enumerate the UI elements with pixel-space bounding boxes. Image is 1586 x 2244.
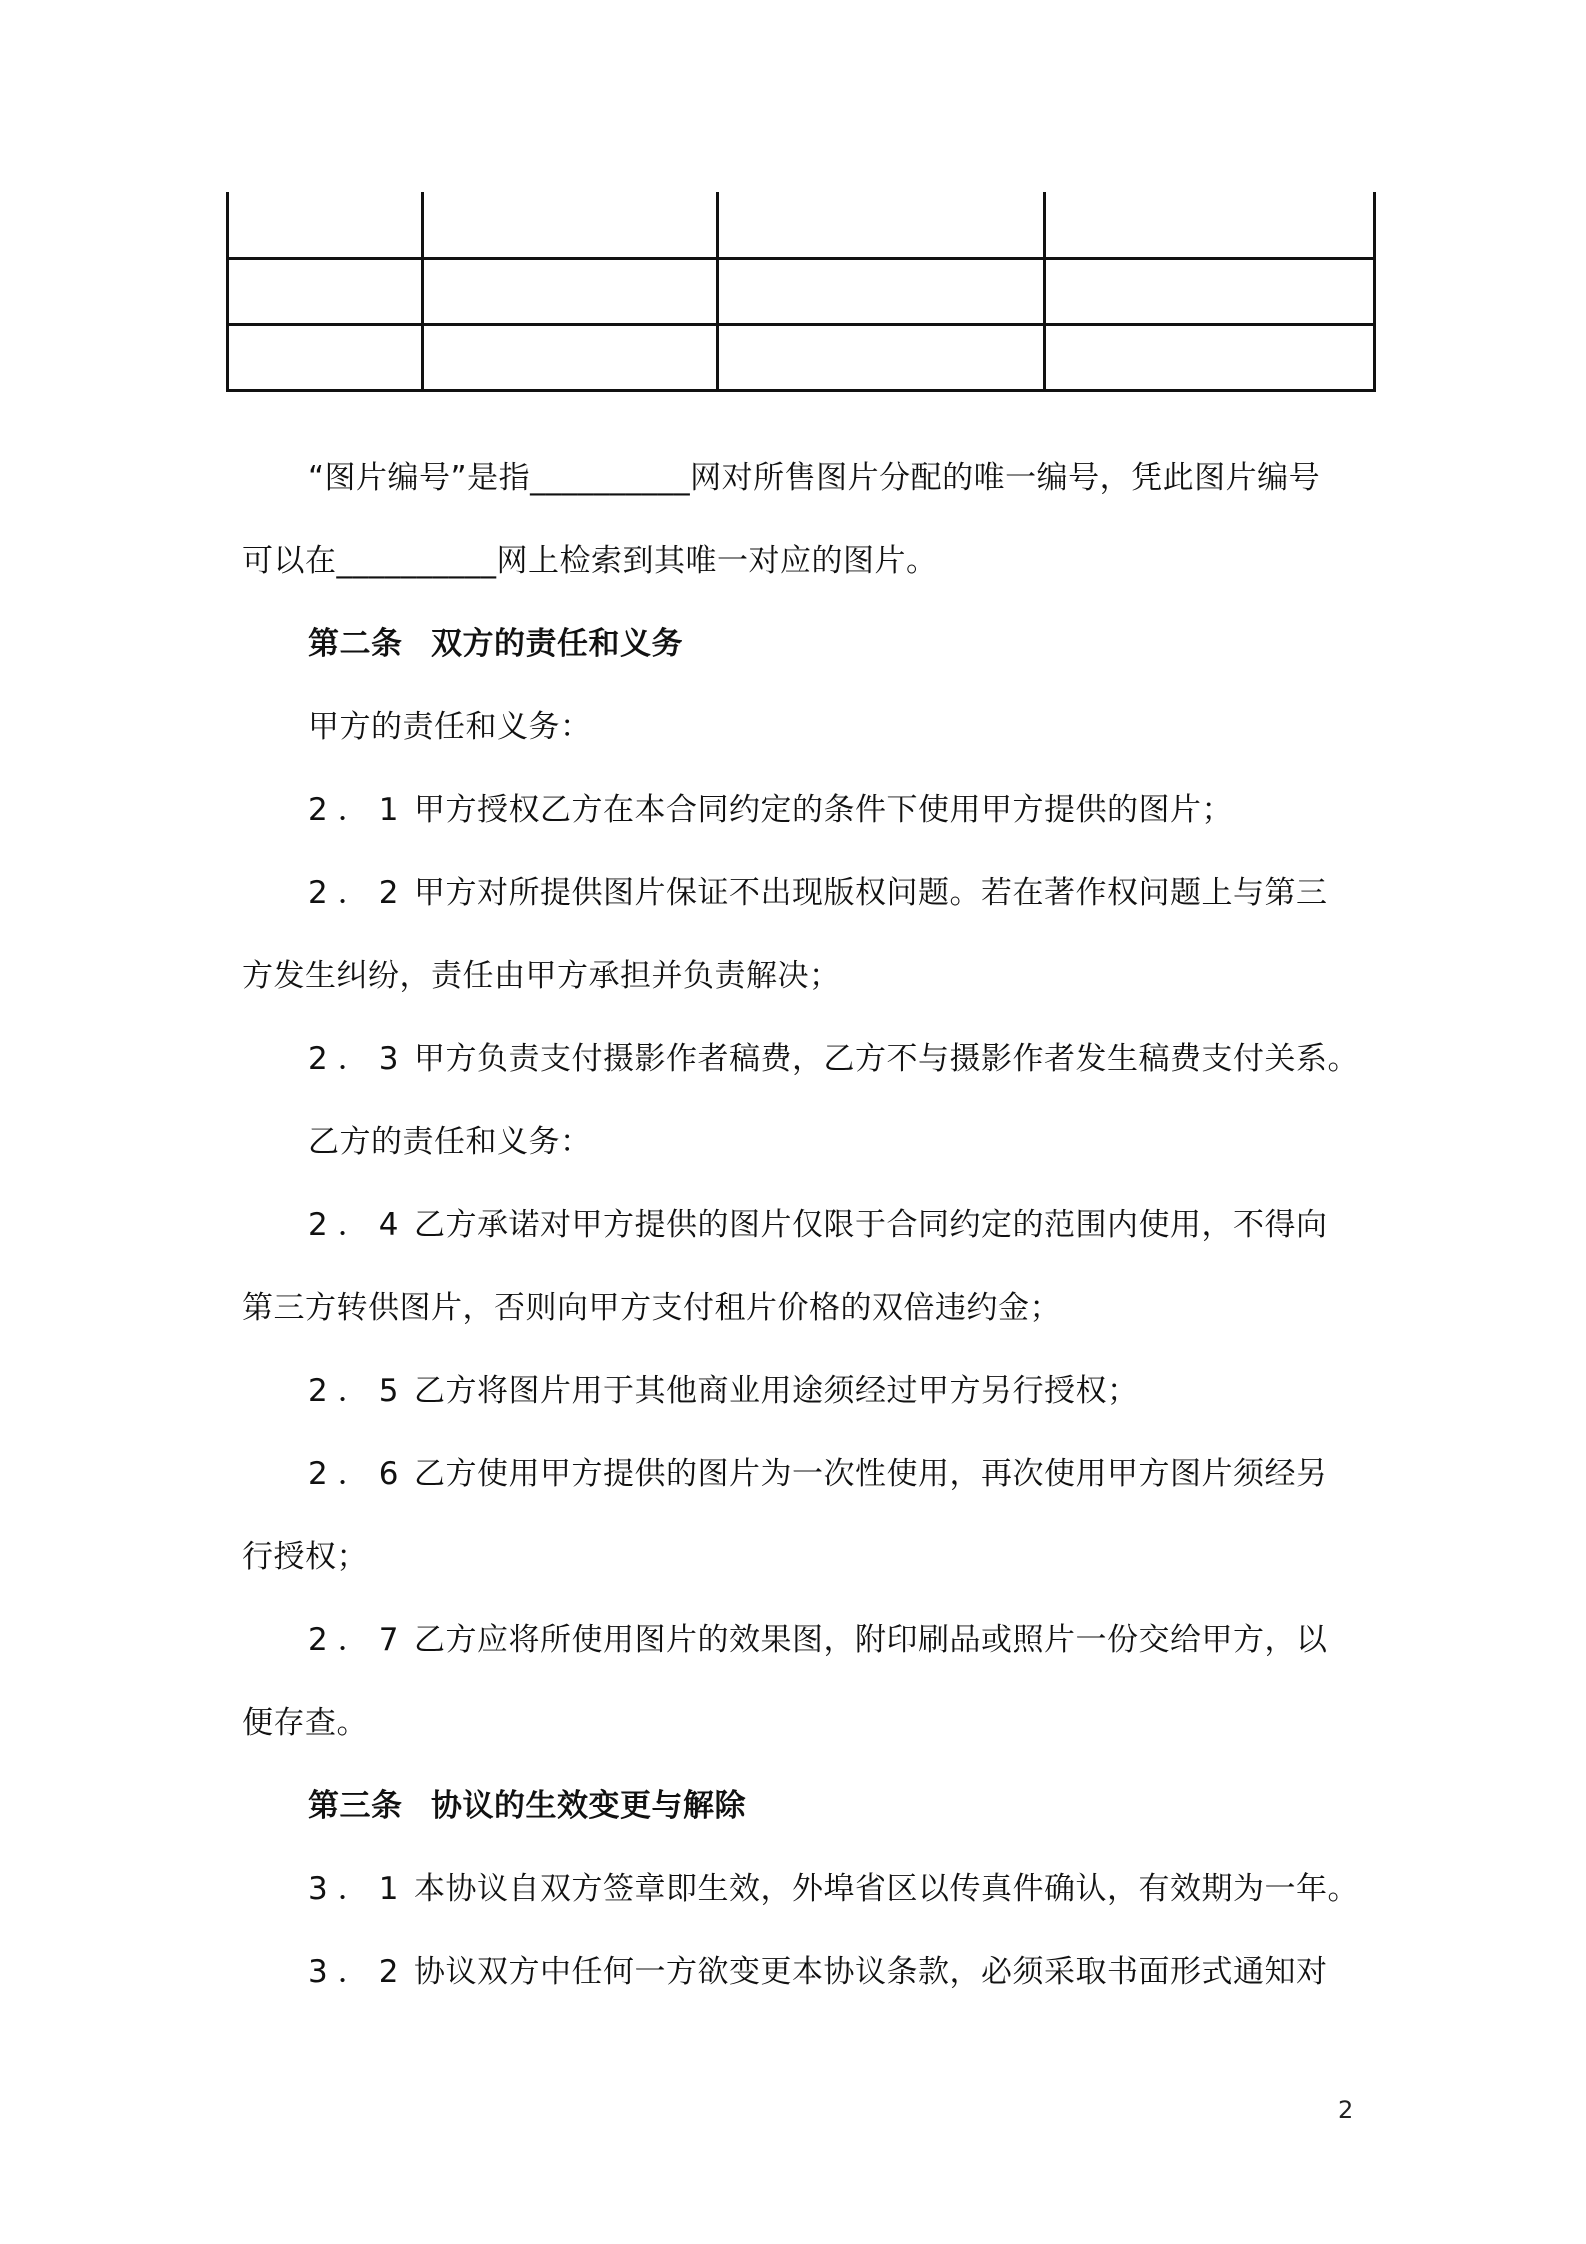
picture-number-definition-line-2: 可以在__________网上检索到其唯一对应的图片。 (242, 543, 938, 579)
clause-3-2 (308, 1952, 1328, 1992)
table-row (228, 192, 1375, 258)
clause-2-6 (308, 1454, 1328, 1494)
clause-number: 3．1 (308, 1871, 409, 1907)
clause-number: 2．1 (308, 792, 409, 828)
clause-2-3 (308, 1039, 1359, 1079)
table-cell (423, 258, 718, 324)
clause-number: 2．2 (308, 875, 409, 911)
article-3-number: 第三条 (308, 1788, 403, 1824)
clause-2-2-continued: 方发生纠纷，责任由甲方承担并负责解决； (242, 958, 841, 994)
table-cell (1045, 324, 1375, 390)
clause-number: 2．5 (308, 1373, 409, 1409)
table-cell (228, 324, 423, 390)
table-row (228, 258, 1375, 324)
clause-3-1 (308, 1869, 1359, 1909)
article-2-number: 第二条 (308, 626, 403, 662)
clause-number: 2．3 (308, 1041, 409, 1077)
party-a-heading: 甲方的责任和义务： (308, 709, 592, 745)
table-cell (718, 258, 1045, 324)
clause-text: 乙方将图片用于其他商业用途须经过甲方另行授权； (414, 1373, 1139, 1409)
clause-text: 甲方授权乙方在本合同约定的条件下使用甲方提供的图片； (414, 792, 1233, 828)
article-3-title: 协议的生效变更与解除 (431, 1788, 746, 1824)
table-row (228, 324, 1375, 390)
clause-2-4 (308, 1205, 1328, 1245)
clause-text: 协议双方中任何一方欲变更本协议条款，必须采取书面形式通知对 (414, 1954, 1328, 1990)
table-cell (423, 192, 718, 258)
table-cell (718, 324, 1045, 390)
clause-number: 3．2 (308, 1954, 409, 1990)
table-cell (718, 192, 1045, 258)
table-cell (423, 324, 718, 390)
clause-text: 甲方负责支付摄影作者稿费，乙方不与摄影作者发生稿费支付关系。 (414, 1041, 1359, 1077)
clause-number: 2．6 (308, 1456, 409, 1492)
clause-2-7-continued: 便存查。 (242, 1705, 368, 1741)
picture-number-definition-line-1: “图片编号”是指__________网对所售图片分配的唯一编号，凭此图片编号 (308, 460, 1321, 496)
clause-text: 本协议自双方签章即生效，外埠省区以传真件确认，有效期为一年。 (414, 1871, 1359, 1907)
clause-2-4-continued: 第三方转供图片，否则向甲方支付租片价格的双倍违约金； (242, 1290, 1061, 1326)
clause-2-1 (308, 790, 1233, 830)
article-2-heading (308, 624, 683, 664)
clause-2-6-continued: 行授权； (242, 1539, 368, 1575)
clause-2-2 (308, 873, 1328, 913)
clause-number: 2．4 (308, 1207, 409, 1243)
table-cell (1045, 258, 1375, 324)
table-cell (228, 258, 423, 324)
clause-2-5 (308, 1371, 1139, 1411)
clause-text: 乙方使用甲方提供的图片为一次性使用，再次使用甲方图片须经另 (414, 1456, 1328, 1492)
article-3-heading (308, 1786, 746, 1826)
clause-number: 2．7 (308, 1622, 409, 1658)
table-cell (1045, 192, 1375, 258)
table-cell (228, 192, 423, 258)
clause-text: 乙方承诺对甲方提供的图片仅限于合同约定的范围内使用，不得向 (414, 1207, 1328, 1243)
party-b-heading: 乙方的责任和义务： (308, 1124, 592, 1160)
clause-text: 甲方对所提供图片保证不出现版权问题。若在著作权问题上与第三 (414, 875, 1328, 911)
clause-text: 乙方应将所使用图片的效果图，附印刷品或照片一份交给甲方，以 (414, 1622, 1328, 1658)
page-number: 2 (1338, 2096, 1354, 2124)
article-2-title: 双方的责任和义务 (431, 626, 683, 662)
clause-2-7 (308, 1620, 1328, 1660)
continued-table (226, 192, 1376, 392)
